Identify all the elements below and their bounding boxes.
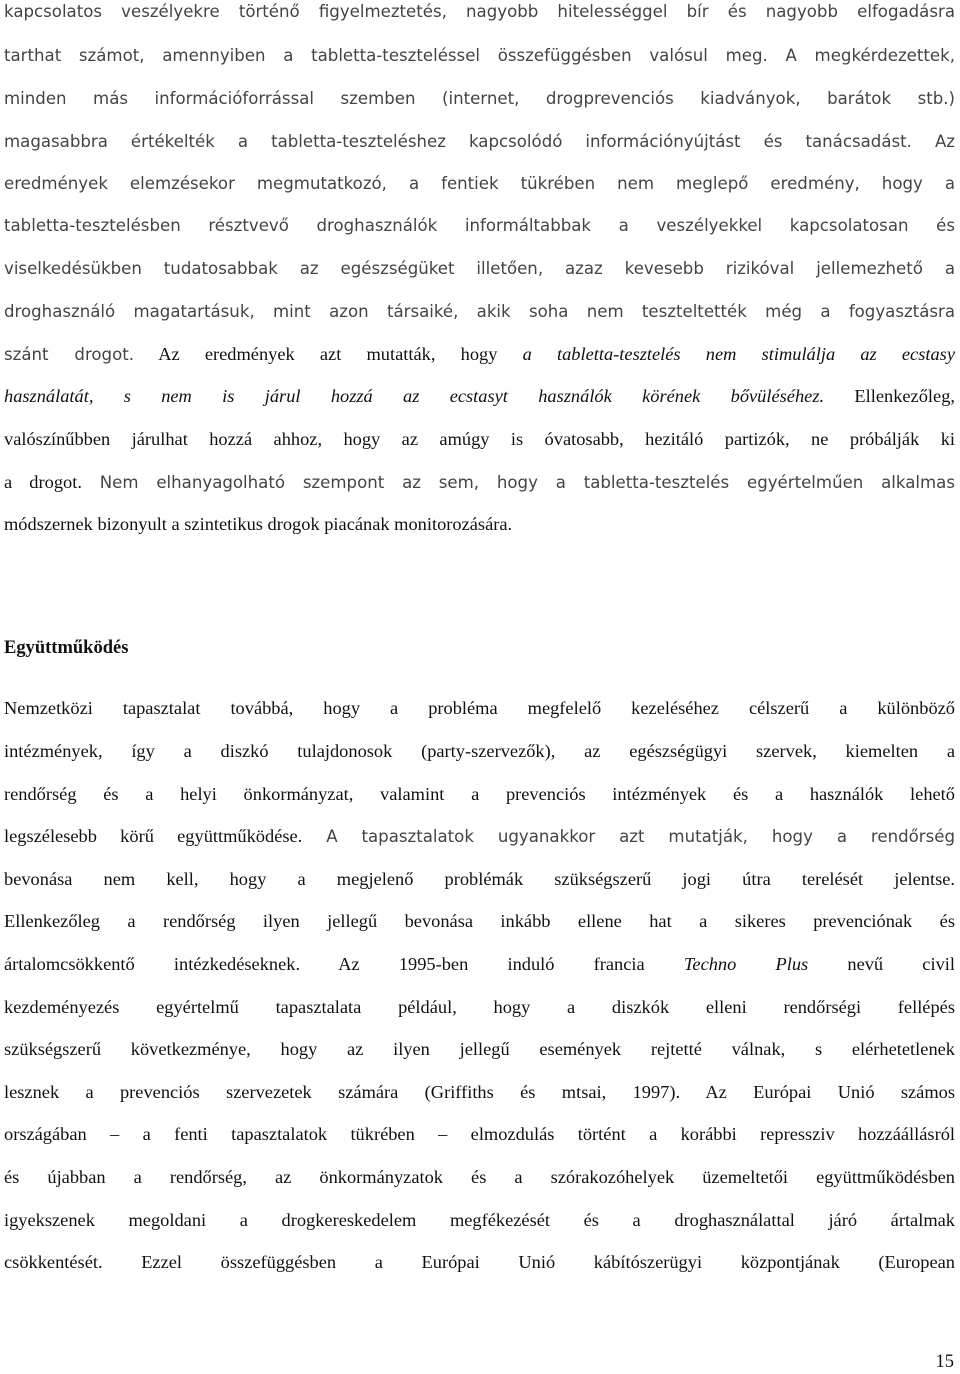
italic-span: használatát, s nem is járul hozzá az ecstasyt használók körének bővüléséhez. xyxy=(4,386,825,406)
text-line xyxy=(4,952,955,976)
text-line: tarthat számot, amennyiben a tabletta-teszteléssel összefüggésben valósul meg. A megkérdezettek, xyxy=(4,46,955,65)
text-line: módszernek bizonyult a szintetikus drogok piacának monitorozására. xyxy=(4,514,513,534)
text-line: kezdeményezés egyértelmű tapasztalata például, hogy a diszkók elleni rendőrségi fellépés xyxy=(4,997,955,1017)
text-line: viselkedésükben tudatosabbak az egészségüket illetően, azaz kevesebb rizikóval jellemezhető a xyxy=(4,259,955,278)
text-line: tabletta-tesztelésben résztvevő droghasználók informáltabbak a veszélyekkel kapcsolatosan és xyxy=(4,216,955,235)
text-line: Nemzetközi tapasztalat továbbá, hogy a probléma megfelelő kezeléséhez célszerű a különböző xyxy=(4,698,955,718)
text-line: droghasználó magatartásuk, mint azon társaiké, akik soha nem teszteltették még a fogyasztásra xyxy=(4,302,955,321)
text-span: szánt drogot. xyxy=(4,345,135,364)
text-span: a drogot. xyxy=(4,472,82,492)
text-span: Ellenkezőleg, xyxy=(824,386,955,406)
text-line: magasabbra értékelték a tabletta-teszteléshez kapcsolódó információnyújtást és tanácsadást. Az xyxy=(4,132,955,151)
text-line: eredmények elemzésekor megmutatkozó, a fentiek tükrében nem meglepő eredmény, hogy a xyxy=(4,174,955,193)
text-line xyxy=(4,342,955,366)
text-line: kapcsolatos veszélyekre történő figyelmeztetés, nagyobb hitelességgel bír és nagyobb elfogadásra xyxy=(4,2,955,21)
page-number: 15 xyxy=(935,1352,954,1372)
text-line xyxy=(4,384,955,408)
text-span: Az 1995-ben induló francia xyxy=(300,954,684,974)
text-line xyxy=(4,824,955,848)
text-line: bevonása nem kell, hogy a megjelenő problémák szükségszerű jogi útra terelését jelentse. xyxy=(4,869,955,889)
text-line: minden más információforrással szemben (internet, drogprevenciós kiadványok, barátok stb.) xyxy=(4,89,955,108)
text-line: lesznek a prevenciós szervezetek számára (Griffiths és mtsai, 1997). Az Európai Unió számos xyxy=(4,1082,955,1102)
text-line: Ellenkezőleg a rendőrség ilyen jellegű bevonása inkább ellene hat a sikeres prevenciónak és xyxy=(4,911,955,931)
text-span: legszélesebb körű együttműködése. xyxy=(4,826,303,846)
text-line: országában – a fenti tapasztalatok tükrében – elmozdulás történt a korábbi repressziv hozzáállásról xyxy=(4,1124,955,1144)
italic-span: a tabletta-tesztelés nem stimulálja az ecstasy xyxy=(522,344,956,364)
italic-span: Techno Plus xyxy=(683,954,809,974)
text-line: és újabban a rendőrség, az önkormányzatok és a szórakozóhelyek üzemeltetői együttműködésben xyxy=(4,1167,955,1187)
text-span: A tapasztalatok ugyanakkor azt mutatják, hogy a rendőrség xyxy=(302,827,955,846)
text-line: csökkentését. Ezzel összefüggésben a Európai Unió kábítószerügyi központjának (European xyxy=(4,1252,955,1272)
text-line: igyekszenek megoldani a drogkereskedelem megfékezését és a droghasználattal járó ártalmak xyxy=(4,1210,955,1230)
text-line: szükségszerű következménye, hogy az ilyen jellegű események rejtetté válnak, s elérhetetlenek xyxy=(4,1039,955,1059)
text-line xyxy=(4,470,955,494)
text-line: valószínűbben járulhat hozzá ahhoz, hogy az amúgy is óvatosabb, hezitáló partizók, ne próbálják ki xyxy=(4,429,955,449)
section-heading: Együttműködés xyxy=(4,638,129,658)
text-span: nevű civil xyxy=(808,954,955,974)
text-span: ártalomcsökkentő intézkedéseknek. xyxy=(4,954,301,974)
text-line: rendőrség és a helyi önkormányzat, valamint a prevenciós intézmények és a használók lehető xyxy=(4,784,955,804)
text-line: intézmények, így a diszkó tulajdonosok (party-szervezők), az egészségügyi szervek, kiemelten a xyxy=(4,741,955,761)
text-span: Az eredmények azt mutatták, hogy xyxy=(134,344,523,364)
text-span: Nem elhanyagolható szempont az sem, hogy a tabletta-tesztelés egyértelműen alkalmas xyxy=(81,473,955,492)
